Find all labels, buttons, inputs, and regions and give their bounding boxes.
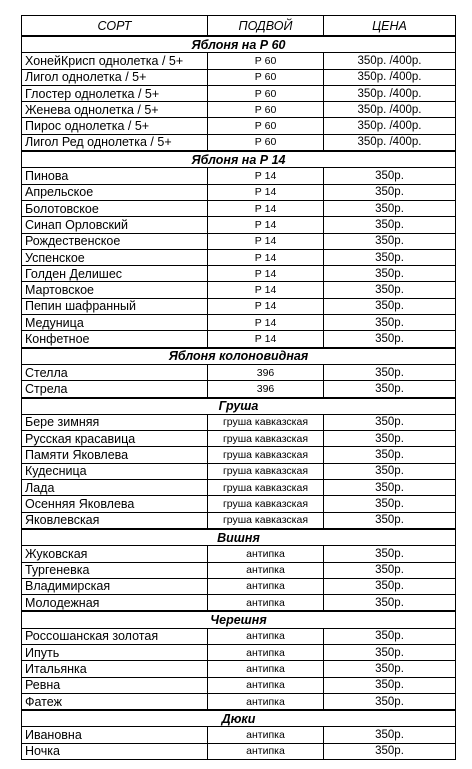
price-cell: 350р. — [324, 364, 456, 380]
rootstock-cell: груша кавказская — [208, 480, 324, 496]
rootstock-cell: Р 60 — [208, 102, 324, 118]
price-cell: 350р. — [324, 595, 456, 612]
price-cell: 350р. — [324, 414, 456, 430]
table-row — [22, 463, 456, 479]
header-variety: СОРТ — [22, 16, 208, 37]
rootstock-cell: 396 — [208, 364, 324, 380]
rootstock-cell: груша кавказская — [208, 431, 324, 447]
variety-cell: Мартовское — [22, 282, 208, 298]
rootstock-cell: антипка — [208, 546, 324, 562]
rootstock-cell: Р 14 — [208, 282, 324, 298]
price-cell: 350р. — [324, 447, 456, 463]
rootstock-cell: антипка — [208, 628, 324, 644]
table-row — [22, 69, 456, 85]
rootstock-cell: груша кавказская — [208, 463, 324, 479]
variety-cell: Осенняя Яковлева — [22, 496, 208, 512]
section-title: Яблоня на Р 60 — [22, 36, 456, 53]
rootstock-cell: антипка — [208, 677, 324, 693]
header-row — [22, 16, 456, 37]
variety-cell: Ипуть — [22, 644, 208, 660]
variety-cell: Ивановна — [22, 727, 208, 743]
price-cell: 350р. — [324, 578, 456, 594]
table-row — [22, 118, 456, 134]
section-header-row — [22, 151, 456, 168]
variety-cell: Лада — [22, 480, 208, 496]
price-cell: 350р. /400р. — [324, 69, 456, 85]
section-title: Дюки — [22, 710, 456, 727]
rootstock-cell: Р 14 — [208, 168, 324, 184]
variety-cell: Кудесница — [22, 463, 208, 479]
price-cell: 350р. /400р. — [324, 53, 456, 69]
variety-cell: Лигол Ред однолетка / 5+ — [22, 134, 208, 151]
variety-cell: Апрельское — [22, 184, 208, 200]
price-cell: 350р. — [324, 628, 456, 644]
rootstock-cell: Р 14 — [208, 217, 324, 233]
table-row — [22, 578, 456, 594]
table-row — [22, 233, 456, 249]
table-row — [22, 512, 456, 529]
table-row — [22, 743, 456, 759]
variety-cell: Успенское — [22, 249, 208, 265]
section-header-row — [22, 529, 456, 546]
variety-cell: Владимирская — [22, 578, 208, 594]
section-header-row — [22, 710, 456, 727]
variety-cell: Пирос однолетка / 5+ — [22, 118, 208, 134]
variety-cell: Итальянка — [22, 661, 208, 677]
rootstock-cell: Р 14 — [208, 298, 324, 314]
variety-cell: Русская красавица — [22, 431, 208, 447]
price-cell: 350р. — [324, 266, 456, 282]
section-title: Груша — [22, 398, 456, 415]
rootstock-cell: груша кавказская — [208, 512, 324, 529]
table-row — [22, 381, 456, 398]
price-cell: 350р. — [324, 168, 456, 184]
table-row — [22, 134, 456, 151]
rootstock-cell: 396 — [208, 381, 324, 398]
table-row — [22, 200, 456, 216]
variety-cell: Бере зимняя — [22, 414, 208, 430]
table-row — [22, 184, 456, 200]
price-cell: 350р. /400р. — [324, 85, 456, 101]
price-cell: 350р. — [324, 512, 456, 529]
price-cell: 350р. — [324, 200, 456, 216]
table-row — [22, 217, 456, 233]
table-row — [22, 364, 456, 380]
price-list-table — [21, 15, 456, 760]
rootstock-cell: Р 14 — [208, 200, 324, 216]
variety-cell: Яковлевская — [22, 512, 208, 529]
variety-cell: Стрела — [22, 381, 208, 398]
rootstock-cell: антипка — [208, 562, 324, 578]
variety-cell: Пепин шафранный — [22, 298, 208, 314]
table-row — [22, 414, 456, 430]
variety-cell: Памяти Яковлева — [22, 447, 208, 463]
table-row — [22, 331, 456, 348]
table-row — [22, 298, 456, 314]
table-row — [22, 480, 456, 496]
price-cell: 350р. — [324, 217, 456, 233]
header-price: ЦЕНА — [324, 16, 456, 37]
rootstock-cell: Р 60 — [208, 134, 324, 151]
variety-cell: Лигол однолетка / 5+ — [22, 69, 208, 85]
table-row — [22, 102, 456, 118]
rootstock-cell: груша кавказская — [208, 414, 324, 430]
section-header-row — [22, 36, 456, 53]
table-row — [22, 727, 456, 743]
section-header-row — [22, 611, 456, 628]
price-cell: 350р. — [324, 677, 456, 693]
section-title: Черешня — [22, 611, 456, 628]
variety-cell: Глостер однолетка / 5+ — [22, 85, 208, 101]
price-cell: 350р. — [324, 661, 456, 677]
variety-cell: Ночка — [22, 743, 208, 759]
price-cell: 350р. /400р. — [324, 134, 456, 151]
rootstock-cell: Р 60 — [208, 118, 324, 134]
rootstock-cell: груша кавказская — [208, 447, 324, 463]
variety-cell: ХонейКрисп однолетка / 5+ — [22, 53, 208, 69]
price-cell: 350р. /400р. — [324, 102, 456, 118]
price-cell: 350р. — [324, 282, 456, 298]
price-cell: 350р. — [324, 315, 456, 331]
table-row — [22, 53, 456, 69]
rootstock-cell: Р 14 — [208, 315, 324, 331]
price-cell: 350р. — [324, 496, 456, 512]
rootstock-cell: Р 14 — [208, 331, 324, 348]
section-title: Яблоня на Р 14 — [22, 151, 456, 168]
section-title: Яблоня колоновидная — [22, 348, 456, 365]
rootstock-cell: антипка — [208, 693, 324, 710]
rootstock-cell: Р 14 — [208, 184, 324, 200]
table-row — [22, 595, 456, 612]
variety-cell: Россошанская золотая — [22, 628, 208, 644]
section-header-row — [22, 398, 456, 415]
rootstock-cell: антипка — [208, 644, 324, 660]
header-rootstock: ПОДВОЙ — [208, 16, 324, 37]
variety-cell: Женева однолетка / 5+ — [22, 102, 208, 118]
table-row — [22, 315, 456, 331]
section-title: Вишня — [22, 529, 456, 546]
table-row — [22, 168, 456, 184]
rootstock-cell: Р 60 — [208, 85, 324, 101]
table-row — [22, 546, 456, 562]
rootstock-cell: антипка — [208, 727, 324, 743]
variety-cell: Фатеж — [22, 693, 208, 710]
price-cell: 350р. — [324, 480, 456, 496]
rootstock-cell: Р 14 — [208, 233, 324, 249]
price-cell: 350р. — [324, 298, 456, 314]
rootstock-cell: Р 60 — [208, 53, 324, 69]
section-header-row — [22, 348, 456, 365]
table-row — [22, 644, 456, 660]
table-row — [22, 431, 456, 447]
rootstock-cell: антипка — [208, 595, 324, 612]
price-cell: 350р. — [324, 727, 456, 743]
variety-cell: Пинова — [22, 168, 208, 184]
price-cell: 350р. — [324, 693, 456, 710]
variety-cell: Молодежная — [22, 595, 208, 612]
price-cell: 350р. /400р. — [324, 118, 456, 134]
rootstock-cell: Р 14 — [208, 249, 324, 265]
rootstock-cell: антипка — [208, 743, 324, 759]
price-cell: 350р. — [324, 233, 456, 249]
rootstock-cell: Р 14 — [208, 266, 324, 282]
variety-cell: Голден Делишес — [22, 266, 208, 282]
table-row — [22, 677, 456, 693]
price-cell: 350р. — [324, 463, 456, 479]
price-cell: 350р. — [324, 562, 456, 578]
table-row — [22, 282, 456, 298]
table-row — [22, 628, 456, 644]
table-row — [22, 85, 456, 101]
price-cell: 350р. — [324, 743, 456, 759]
price-cell: 350р. — [324, 644, 456, 660]
variety-cell: Рождественское — [22, 233, 208, 249]
table-row — [22, 496, 456, 512]
table-row — [22, 562, 456, 578]
rootstock-cell: антипка — [208, 578, 324, 594]
variety-cell: Тургеневка — [22, 562, 208, 578]
table-row — [22, 266, 456, 282]
rootstock-cell: Р 60 — [208, 69, 324, 85]
price-cell: 350р. — [324, 331, 456, 348]
price-cell: 350р. — [324, 184, 456, 200]
variety-cell: Медуница — [22, 315, 208, 331]
rootstock-cell: антипка — [208, 661, 324, 677]
table-row — [22, 693, 456, 710]
variety-cell: Синап Орловский — [22, 217, 208, 233]
variety-cell: Жуковская — [22, 546, 208, 562]
table-row — [22, 249, 456, 265]
table-body — [22, 36, 456, 760]
variety-cell: Стелла — [22, 364, 208, 380]
price-cell: 350р. — [324, 546, 456, 562]
rootstock-cell: груша кавказская — [208, 496, 324, 512]
table-row — [22, 661, 456, 677]
variety-cell: Болотовское — [22, 200, 208, 216]
price-cell: 350р. — [324, 381, 456, 398]
variety-cell: Ревна — [22, 677, 208, 693]
variety-cell: Конфетное — [22, 331, 208, 348]
price-cell: 350р. — [324, 431, 456, 447]
table-row — [22, 447, 456, 463]
price-cell: 350р. — [324, 249, 456, 265]
